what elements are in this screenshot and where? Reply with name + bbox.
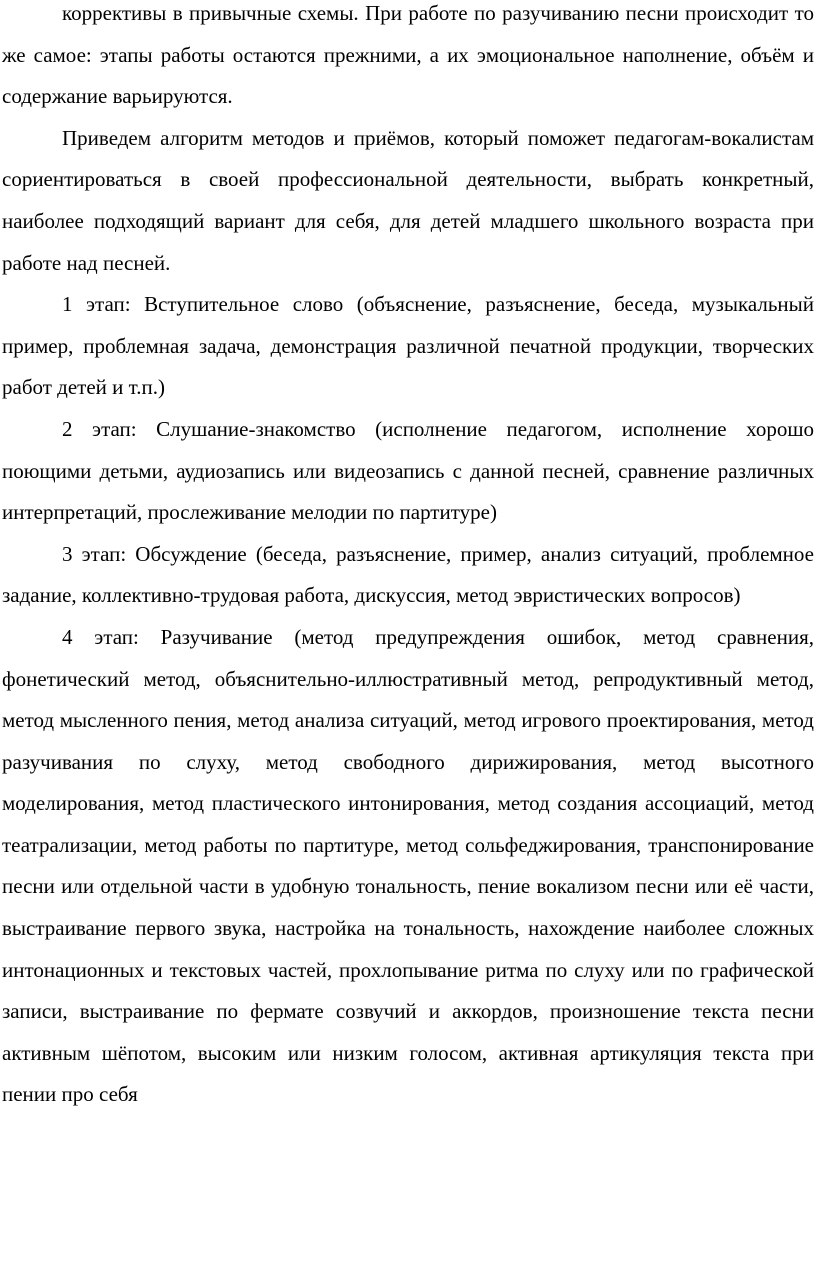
paragraph-stage-1: 1 этап: Вступительное слово (объяснение, разъяснение, беседа, музыкальный пример, проблемная задача, демонстрация различной печатной продукции, творческих работ детей и т.п.) xyxy=(2,292,814,400)
paragraph-intro-continuation: коррективы в привычные схемы. При работе по разучиванию песни происходит то же самое: этапы работы остаются прежними, а их эмоциональное наполнение, объём и содержание варьируются. xyxy=(2,1,814,109)
paragraph-stage-3: 3 этап: Обсуждение (беседа, разъяснение, пример, анализ ситуаций, проблемное задание, коллективно-трудовая работа, дискуссия, метод эвристических вопросов) xyxy=(2,541,814,608)
paragraph-algorithm-intro: Приведем алгоритм методов и приёмов, который поможет педагогам-вокалистам сориентироваться в своей профессиональной деятельности, выбрать конкретный, наиболее подходящий вариант для себя, для детей младшего школьного возраста при работе над песней. xyxy=(2,125,814,275)
paragraph-stage-4: 4 этап: Разучивание (метод предупреждения ошибок, метод сравнения, фонетический метод, объяснительно-иллюстративный метод, репродуктивный метод, метод мысленного пения, метод анализа ситуаций, метод игрового проектирования, метод разучивания по слуху, метод свободного дирижирования, метод высотного моделирования, метод пластического интонирования, метод создания ассоциаций, метод театрализации, метод работы по партитуре, метод сольфеджирования, транспонирование песни или отдельной части в удобную тональность, пение вокализом песни или её части, выстраивание первого звука, настройка на тональность, нахождение наиболее сложных интонационных и текстовых частей, прохлопывание ритма по слуху или по графической записи, выстраивание по фермате созвучий и аккордов, произношение текста песни активным шёпотом, высоким или низким голосом, активная артикуляция текста при пении про себя xyxy=(2,624,814,1107)
paragraph-stage-2: 2 этап: Слушание-знакомство (исполнение педагогом, исполнение хорошо поющими детьми, аудиозапись или видеозапись с данной песней, сравнение различных интерпретаций, прослеживание мелодии по партитуре) xyxy=(2,416,814,525)
